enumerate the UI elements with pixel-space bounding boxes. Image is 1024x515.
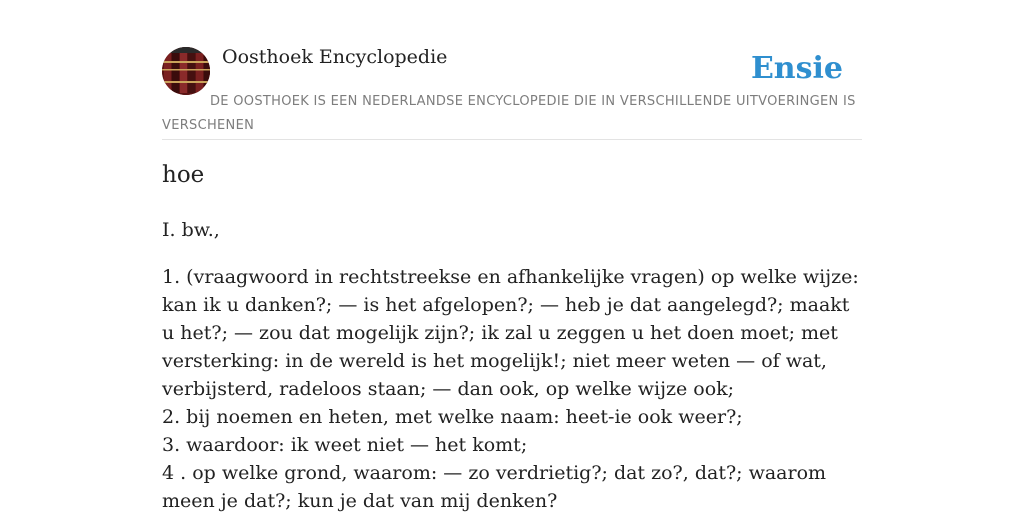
- source-description: DE OOSTHOEK IS EEN NEDERLANDSE ENCYCLOPEDIE DIE IN VERSCHILLENDE UITVOERINGEN IS VERSCHENEN: [162, 94, 856, 133]
- source-header: [162, 0, 862, 140]
- source-name-link[interactable]: Oosthoek Encyclopedie: [222, 46, 448, 68]
- page: [162, 0, 862, 512]
- definition-sense: 2. bij noemen en heten, met welke naam: heet-ie ook weer?;: [162, 406, 743, 428]
- part-of-speech: I. bw.,: [162, 219, 220, 241]
- encyclopedia-books-icon[interactable]: [162, 47, 210, 95]
- definition-sense: 4 . op welke grond, waarom: — zo verdrietig?; dat zo?, dat?; waarom meen je dat?; kun je dat van mij denken?: [162, 462, 827, 512]
- entry-title: hoe: [162, 162, 205, 188]
- brand-logo[interactable]: Ensie: [750, 51, 843, 86]
- entry-definitions: [162, 263, 862, 515]
- definition-sense: 3. waardoor: ik weet niet — het komt;: [162, 434, 528, 456]
- definition-sense: 1. (vraagwoord in rechtstreekse en afhankelijke vragen) op welke wijze: kan ik u danken?; — is het afgelopen?; — heb je dat aangelegd?; maakt u het?; — zou dat mogelijk zijn?; ik zal u zeggen u het doen moet; met versterking: in de wereld is het mogelijk!; niet meer weten — of wat, verbijsterd, radeloos staan; — dan ook, op welke wijze ook;: [162, 266, 859, 400]
